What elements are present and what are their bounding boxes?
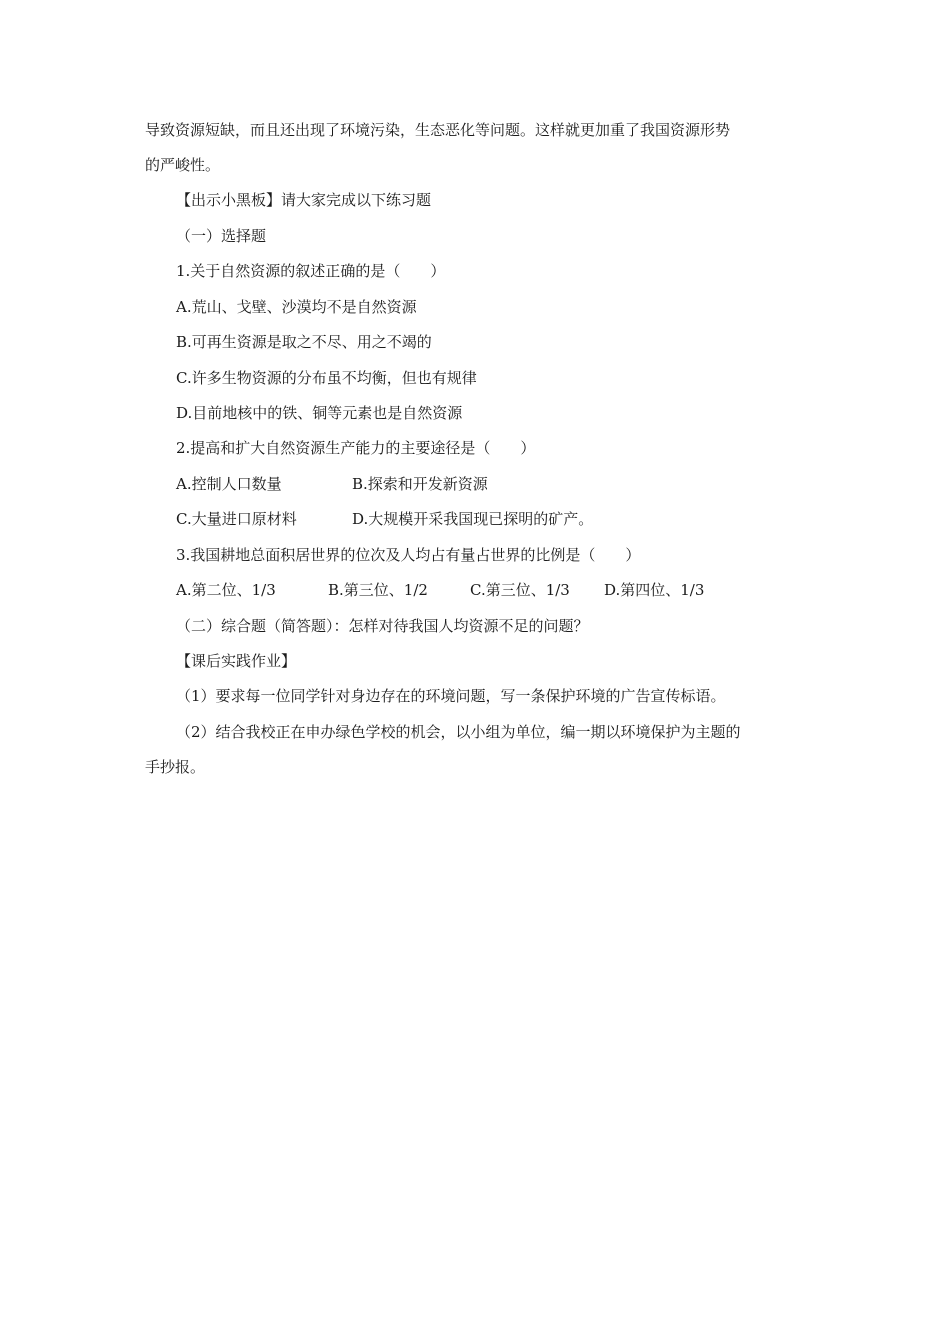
question-option: B.可再生资源是取之不尽、用之不竭的 xyxy=(176,333,432,351)
homework-heading: 【课后实践作业】 xyxy=(176,652,297,670)
question-option-row xyxy=(176,509,593,529)
question-option: D.目前地核中的铁、铜等元素也是自然资源 xyxy=(176,404,463,422)
question-option: C.第三位、1/3 xyxy=(470,581,570,599)
question-stem: 3.我国耕地总面积居世界的位次及人均占有量占世界的比例是（ ） xyxy=(176,546,641,564)
homework-item-continuation: 手抄报。 xyxy=(145,758,206,776)
question-option: D.大规模开采我国现已探明的矿产。 xyxy=(352,510,594,528)
question-option: B.探索和开发新资源 xyxy=(352,475,488,493)
homework-item: （2）结合我校正在申办绿色学校的机会，以小组为单位，编一期以环境保护为主题的 xyxy=(176,723,741,741)
section-heading-choice: （一）选择题 xyxy=(176,227,267,245)
question-stem: 1.关于自然资源的叙述正确的是（ ） xyxy=(176,262,446,280)
paragraph-line: 导致资源短缺，而且还出现了环境污染，生态恶化等问题。这样就更加重了我国资源形势 xyxy=(145,121,731,139)
question-option: A.荒山、戈壁、沙漠均不是自然资源 xyxy=(176,298,417,316)
question-option: A.控制人口数量 xyxy=(176,475,282,493)
question-option-row xyxy=(176,474,488,494)
blackboard-intro: 【出示小黑板】请大家完成以下练习题 xyxy=(176,191,432,209)
question-option-row xyxy=(176,580,704,600)
homework-item: （1）要求每一位同学针对身边存在的环境问题，写一条保护环境的广告宣传标语。 xyxy=(176,687,726,705)
question-option: D.第四位、1/3 xyxy=(604,581,705,599)
question-option: C.大量进口原材料 xyxy=(176,510,297,528)
paragraph-line: 的严峻性。 xyxy=(145,156,221,174)
question-option: A.第二位、1/3 xyxy=(176,581,276,599)
question-stem: 2.提高和扩大自然资源生产能力的主要途径是（ ） xyxy=(176,439,536,457)
section-heading-comprehensive: （二）综合题（简答题）：怎样对待我国人均资源不足的问题？ xyxy=(176,617,589,635)
question-option: C.许多生物资源的分布虽不均衡，但也有规律 xyxy=(176,369,477,387)
question-option: B.第三位、1/2 xyxy=(328,581,428,599)
